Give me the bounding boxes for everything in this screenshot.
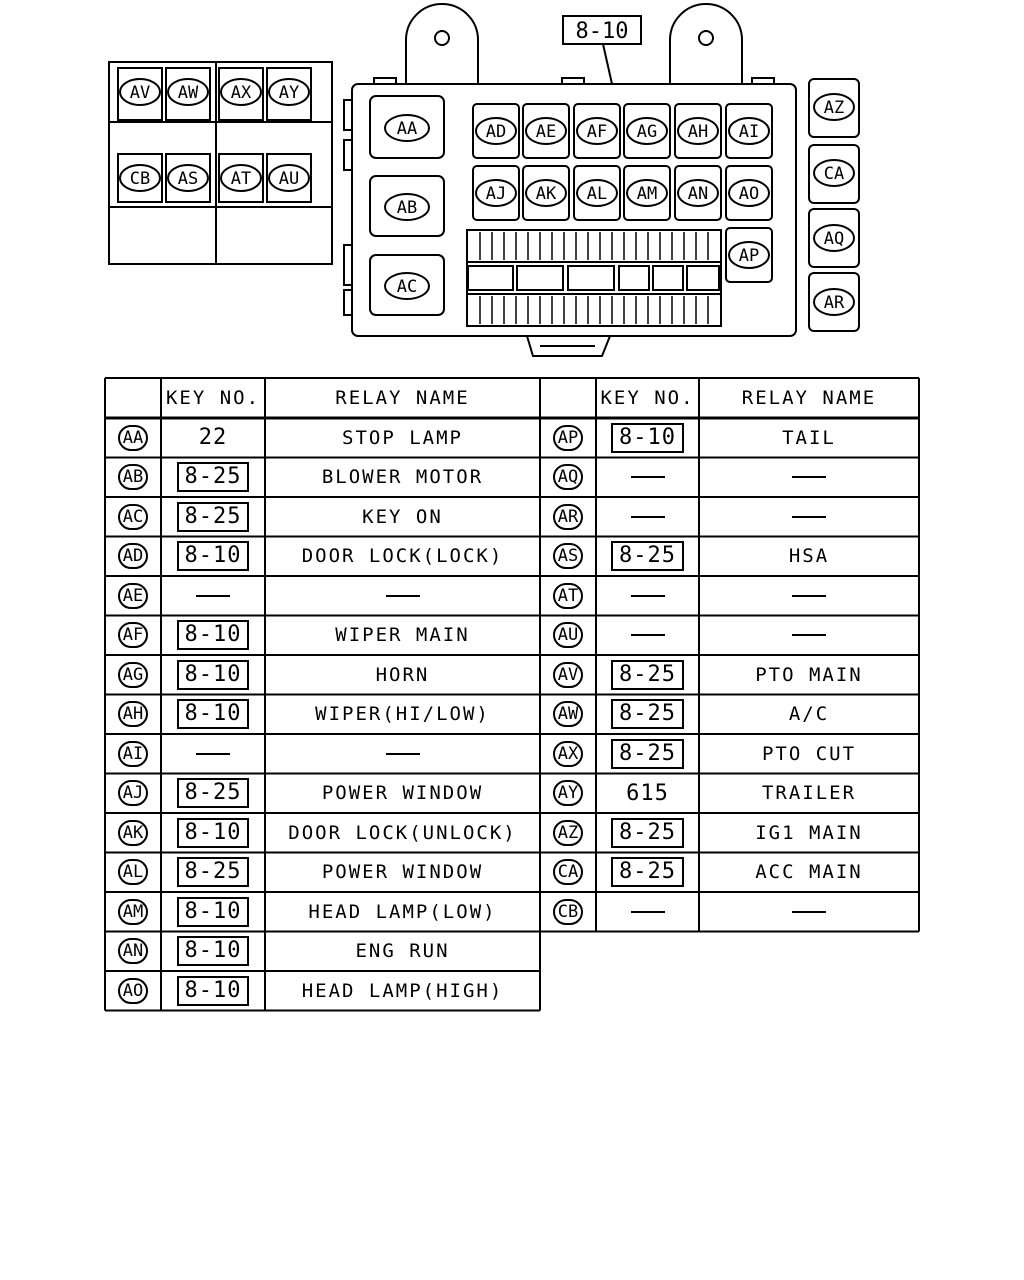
row-relay-cell bbox=[699, 458, 919, 498]
row-relay-cell bbox=[265, 774, 540, 814]
row-code: AP bbox=[553, 425, 583, 451]
relay-code-label: AT bbox=[230, 169, 252, 189]
relay-code-label: AA bbox=[396, 119, 418, 139]
row-key-cell bbox=[161, 458, 265, 498]
row-key: 8-25 bbox=[177, 502, 250, 532]
relay-code-label: AP bbox=[738, 246, 760, 266]
row-key: 22 bbox=[198, 425, 228, 451]
row-key: 8-25 bbox=[611, 818, 684, 848]
row-code-cell bbox=[105, 458, 161, 498]
relay-code-label: AD bbox=[485, 122, 507, 142]
row-code-cell bbox=[540, 695, 596, 735]
row-key-cell bbox=[596, 892, 699, 932]
empty-dash bbox=[631, 476, 665, 478]
row-key-cell bbox=[596, 458, 699, 498]
row-code-cell bbox=[105, 497, 161, 537]
row-relay-cell bbox=[699, 497, 919, 537]
row-key-cell bbox=[161, 537, 265, 577]
row-code-cell bbox=[105, 695, 161, 735]
row-relay-name: ACC MAIN bbox=[755, 861, 863, 884]
row-code-cell bbox=[105, 774, 161, 814]
row-relay-cell bbox=[265, 813, 540, 853]
row-code: AA bbox=[118, 425, 148, 451]
row-code-cell bbox=[540, 813, 596, 853]
row-key: 8-25 bbox=[177, 857, 250, 887]
row-code-cell bbox=[105, 853, 161, 893]
empty-dash bbox=[792, 634, 826, 636]
row-code-cell bbox=[105, 734, 161, 774]
row-relay-cell bbox=[699, 892, 919, 932]
row-relay-cell bbox=[699, 576, 919, 616]
row-relay-name: WIPER(HI/LOW) bbox=[315, 703, 490, 726]
row-relay-cell bbox=[265, 734, 540, 774]
row-key-cell bbox=[596, 695, 699, 735]
row-key: 8-25 bbox=[177, 778, 250, 808]
empty-dash bbox=[196, 753, 230, 755]
row-relay-cell bbox=[699, 695, 919, 735]
row-relay-cell bbox=[265, 537, 540, 577]
row-key: 8-10 bbox=[177, 660, 250, 690]
row-code-cell bbox=[540, 892, 596, 932]
relay-code-label: AE bbox=[535, 122, 557, 142]
row-relay-name: HEAD LAMP(HIGH) bbox=[301, 979, 504, 1002]
empty-dash bbox=[631, 911, 665, 913]
header-key-label: KEY NO. bbox=[600, 387, 695, 409]
row-code: AK bbox=[118, 820, 148, 846]
row-key-cell bbox=[161, 497, 265, 537]
header-relay-name bbox=[699, 378, 919, 418]
row-code: AO bbox=[118, 978, 148, 1004]
empty-dash bbox=[386, 595, 420, 597]
row-key-cell bbox=[596, 576, 699, 616]
relay-code-label: AW bbox=[177, 83, 199, 103]
row-code: AN bbox=[118, 938, 148, 964]
row-key: 8-10 bbox=[177, 936, 250, 966]
relay-code-label: CA bbox=[823, 164, 845, 184]
row-code: AV bbox=[553, 662, 583, 688]
row-relay-name: POWER WINDOW bbox=[321, 861, 484, 884]
relay-code-label: AM bbox=[636, 184, 658, 204]
row-relay-cell bbox=[265, 458, 540, 498]
row-key: 615 bbox=[626, 780, 669, 806]
relay-code-label: AV bbox=[129, 83, 151, 103]
row-relay-name: WIPER MAIN bbox=[335, 624, 470, 647]
row-key-cell bbox=[161, 655, 265, 695]
row-key-cell bbox=[161, 853, 265, 893]
row-relay-name: IG1 MAIN bbox=[755, 821, 863, 844]
relay-code-label: AL bbox=[586, 184, 608, 204]
row-key-cell bbox=[596, 497, 699, 537]
row-relay-cell bbox=[265, 576, 540, 616]
header-relay-name bbox=[265, 378, 540, 418]
row-key: 8-10 bbox=[177, 818, 250, 848]
row-relay-name: HSA bbox=[788, 545, 830, 568]
row-code-cell bbox=[540, 655, 596, 695]
relay-code-label: CB bbox=[129, 169, 151, 189]
row-key-cell bbox=[161, 418, 265, 458]
row-code: AE bbox=[118, 583, 148, 609]
row-code: AX bbox=[553, 741, 583, 767]
empty-dash bbox=[792, 516, 826, 518]
row-key-cell bbox=[161, 813, 265, 853]
row-key-cell bbox=[596, 734, 699, 774]
header-key-no bbox=[596, 378, 699, 418]
row-relay-cell bbox=[265, 892, 540, 932]
relay-code-label: AF bbox=[586, 122, 608, 142]
row-relay-cell bbox=[699, 813, 919, 853]
row-code-cell bbox=[540, 774, 596, 814]
row-relay-cell bbox=[699, 853, 919, 893]
row-key-cell bbox=[596, 537, 699, 577]
row-code-cell bbox=[540, 853, 596, 893]
row-key: 8-10 bbox=[177, 699, 250, 729]
relay-code-label: AB bbox=[396, 198, 418, 218]
relay-code-label: AN bbox=[687, 184, 709, 204]
header-relay-label: RELAY NAME bbox=[741, 387, 877, 409]
row-relay-name: DOOR LOCK(LOCK) bbox=[301, 545, 504, 568]
row-relay-cell bbox=[265, 695, 540, 735]
row-key: 8-10 bbox=[177, 620, 250, 650]
row-key: 8-10 bbox=[177, 897, 250, 927]
row-relay-name: POWER WINDOW bbox=[321, 782, 484, 805]
relay-code-label: AI bbox=[738, 122, 760, 142]
relay-code-label: AU bbox=[278, 169, 300, 189]
row-relay-name: DOOR LOCK(UNLOCK) bbox=[288, 821, 517, 844]
row-relay-name: A/C bbox=[788, 703, 830, 726]
row-key-cell bbox=[596, 418, 699, 458]
row-relay-cell bbox=[699, 655, 919, 695]
row-relay-name: PTO CUT bbox=[761, 742, 857, 765]
row-code: AS bbox=[553, 543, 583, 569]
row-code-cell bbox=[105, 813, 161, 853]
row-code-cell bbox=[540, 458, 596, 498]
row-key: 8-25 bbox=[611, 699, 684, 729]
row-code: AU bbox=[553, 622, 583, 648]
row-code: AJ bbox=[118, 780, 148, 806]
row-key-cell bbox=[161, 774, 265, 814]
empty-dash bbox=[792, 595, 826, 597]
row-code-cell bbox=[540, 497, 596, 537]
row-key-cell bbox=[596, 616, 699, 656]
row-code: AT bbox=[553, 583, 583, 609]
relay-code-label: AS bbox=[177, 169, 199, 189]
row-code-cell bbox=[540, 418, 596, 458]
row-code-cell bbox=[105, 932, 161, 972]
row-code-cell bbox=[105, 655, 161, 695]
row-relay-name: BLOWER MOTOR bbox=[321, 466, 484, 489]
row-code: AY bbox=[553, 780, 583, 806]
row-code-cell bbox=[540, 616, 596, 656]
row-code: AM bbox=[118, 899, 148, 925]
row-key-cell bbox=[596, 655, 699, 695]
row-relay-cell bbox=[265, 971, 540, 1011]
row-relay-cell bbox=[265, 655, 540, 695]
row-key: 8-10 bbox=[177, 541, 250, 571]
row-relay-name: TAIL bbox=[782, 426, 836, 449]
row-key-cell bbox=[161, 695, 265, 735]
row-relay-name: ENG RUN bbox=[355, 940, 450, 963]
callout-label: 8-10 bbox=[575, 19, 629, 44]
relay-code-label: AK bbox=[535, 184, 557, 204]
row-key-cell bbox=[161, 734, 265, 774]
row-relay-name: TRAILER bbox=[761, 782, 857, 805]
row-relay-cell bbox=[265, 616, 540, 656]
row-key-cell bbox=[161, 576, 265, 616]
empty-dash bbox=[196, 595, 230, 597]
relay-code-label: AO bbox=[738, 184, 760, 204]
row-code: CB bbox=[553, 899, 583, 925]
row-key-cell bbox=[596, 774, 699, 814]
row-key-cell bbox=[161, 932, 265, 972]
row-key: 8-25 bbox=[611, 541, 684, 571]
relay-code-label: AJ bbox=[485, 184, 507, 204]
row-relay-name: STOP LAMP bbox=[342, 426, 463, 449]
row-code-cell bbox=[540, 734, 596, 774]
row-code: CA bbox=[553, 859, 583, 885]
relay-code-label: AR bbox=[823, 293, 845, 313]
row-key: 8-10 bbox=[177, 976, 250, 1006]
row-relay-cell bbox=[699, 774, 919, 814]
row-key-cell bbox=[596, 813, 699, 853]
row-code: AF bbox=[118, 622, 148, 648]
row-code-cell bbox=[105, 892, 161, 932]
row-code: AW bbox=[553, 701, 583, 727]
row-code-cell bbox=[105, 418, 161, 458]
row-relay-name: HORN bbox=[375, 663, 430, 686]
row-code: AB bbox=[118, 464, 148, 490]
header-key-no bbox=[161, 378, 265, 418]
row-relay-cell bbox=[265, 932, 540, 972]
row-relay-cell bbox=[265, 853, 540, 893]
row-code-cell bbox=[105, 537, 161, 577]
row-key: 8-10 bbox=[611, 423, 684, 453]
row-code: AD bbox=[118, 543, 148, 569]
relay-code-label: AG bbox=[636, 122, 658, 142]
row-key: 8-25 bbox=[611, 857, 684, 887]
row-key-cell bbox=[161, 971, 265, 1011]
row-code: AZ bbox=[553, 820, 583, 846]
empty-dash bbox=[631, 595, 665, 597]
relay-code-label: AY bbox=[278, 83, 300, 103]
row-relay-name: KEY ON bbox=[362, 505, 443, 528]
empty-dash bbox=[631, 634, 665, 636]
row-key-cell bbox=[161, 616, 265, 656]
header-key-label: KEY NO. bbox=[165, 387, 261, 409]
row-key: 8-25 bbox=[611, 739, 684, 769]
empty-dash bbox=[386, 753, 420, 755]
header-relay-label: RELAY NAME bbox=[335, 387, 470, 409]
row-code: AQ bbox=[553, 464, 583, 490]
row-key: 8-25 bbox=[611, 660, 684, 690]
row-relay-cell bbox=[699, 418, 919, 458]
row-relay-cell bbox=[265, 497, 540, 537]
relay-code-label: AC bbox=[396, 277, 418, 297]
row-code-cell bbox=[540, 537, 596, 577]
row-code-cell bbox=[105, 576, 161, 616]
row-code: AC bbox=[118, 504, 148, 530]
empty-dash bbox=[792, 911, 826, 913]
relay-code-label: AZ bbox=[823, 98, 845, 118]
row-code: AH bbox=[118, 701, 148, 727]
row-relay-name: HEAD LAMP(LOW) bbox=[308, 900, 497, 923]
row-relay-name: PTO MAIN bbox=[755, 663, 863, 686]
empty-dash bbox=[792, 476, 826, 478]
relay-code-label: AQ bbox=[823, 229, 845, 249]
row-key-cell bbox=[596, 853, 699, 893]
row-code-cell bbox=[105, 616, 161, 656]
row-relay-cell bbox=[699, 616, 919, 656]
row-code-cell bbox=[540, 576, 596, 616]
row-code: AL bbox=[118, 859, 148, 885]
row-relay-cell bbox=[699, 734, 919, 774]
row-key-cell bbox=[161, 892, 265, 932]
row-code: AG bbox=[118, 662, 148, 688]
row-key: 8-25 bbox=[177, 462, 250, 492]
row-code: AR bbox=[553, 504, 583, 530]
relay-code-label: AX bbox=[230, 83, 252, 103]
relay-code-label: AH bbox=[687, 122, 709, 142]
row-relay-cell bbox=[699, 537, 919, 577]
empty-dash bbox=[631, 516, 665, 518]
row-relay-cell bbox=[265, 418, 540, 458]
row-code-cell bbox=[105, 971, 161, 1011]
row-code: AI bbox=[118, 741, 148, 767]
